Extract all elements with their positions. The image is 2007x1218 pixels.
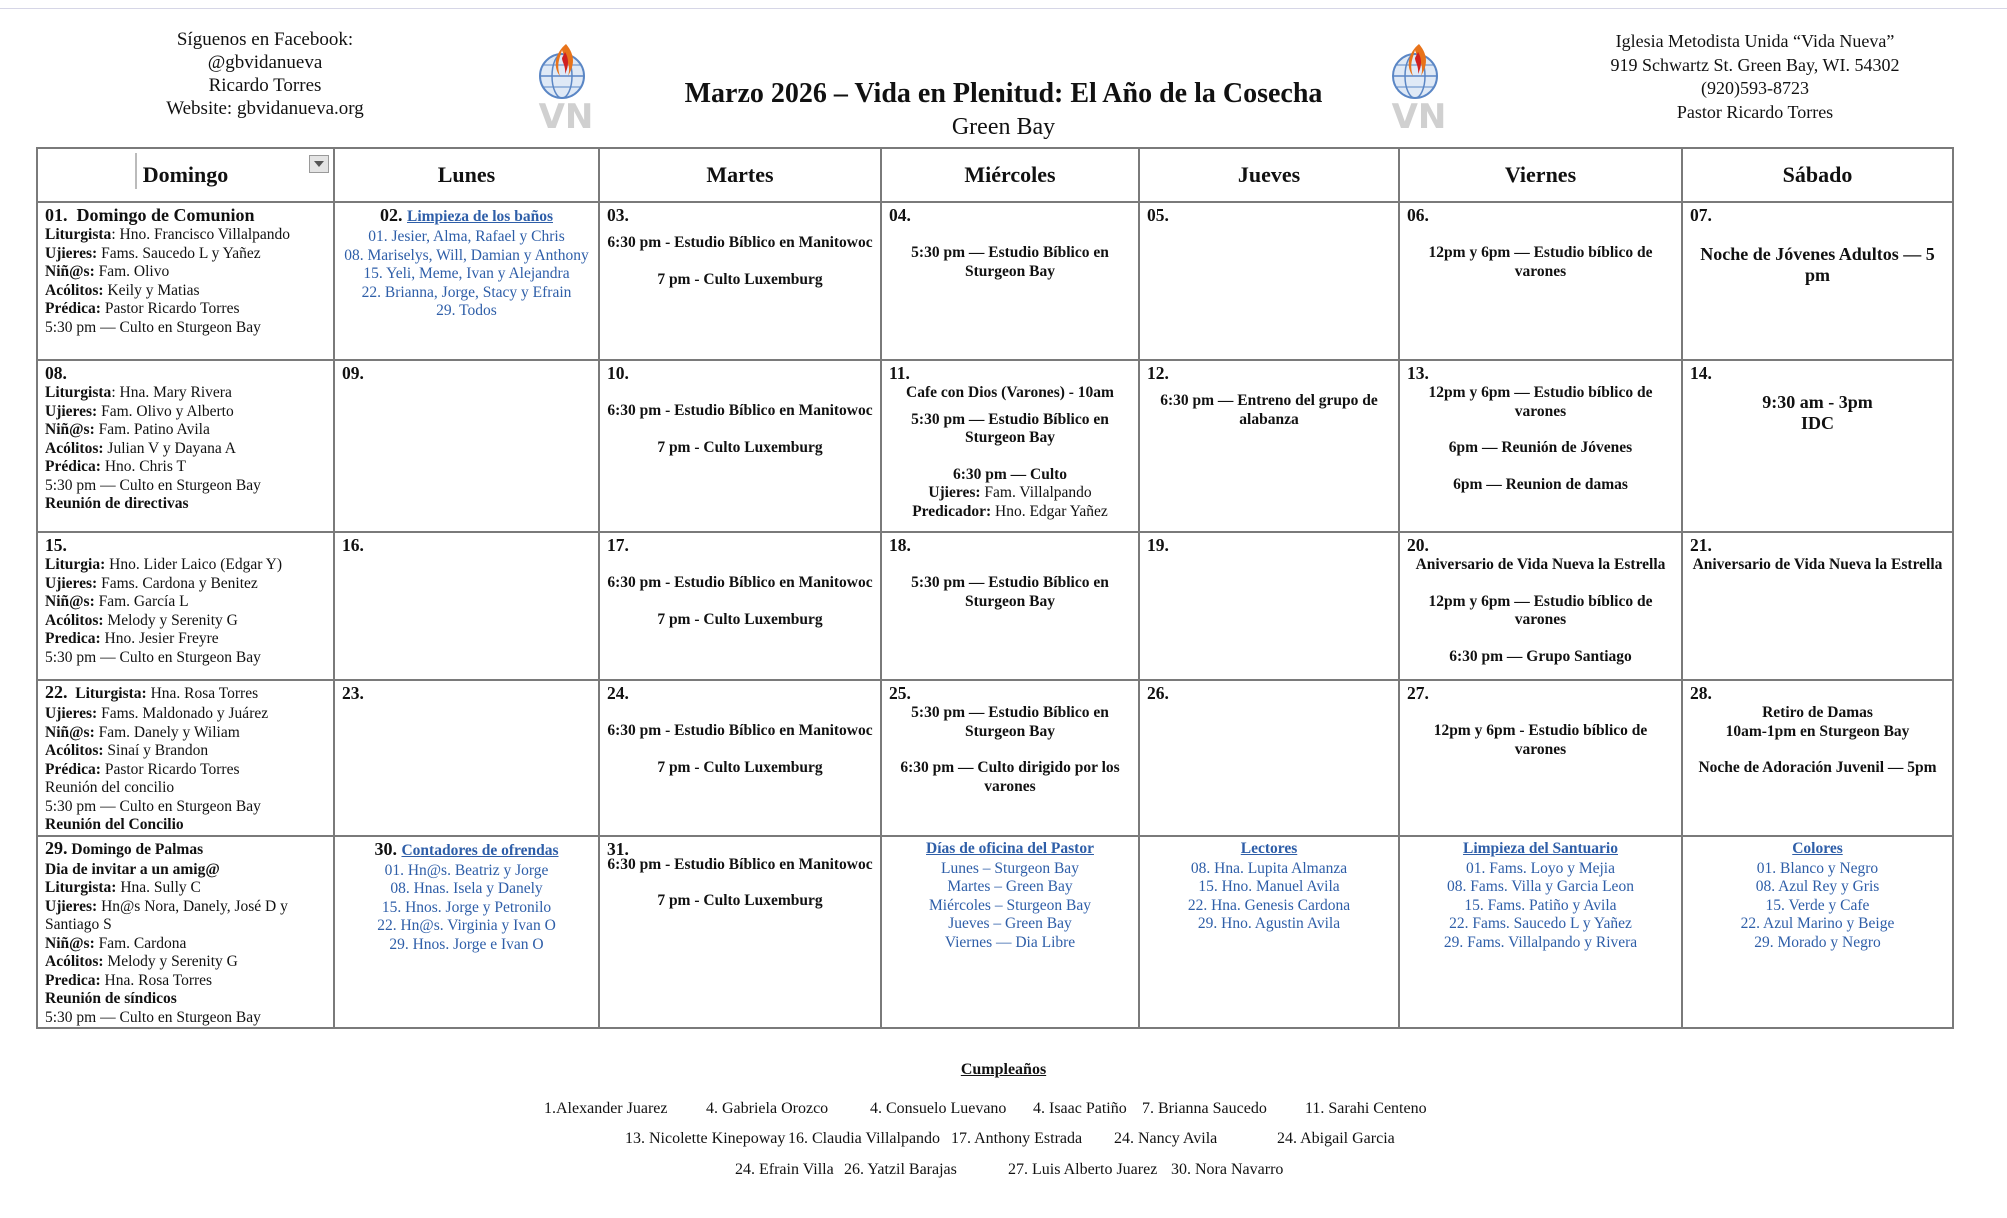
day-number: 16. [342, 535, 364, 555]
colors-cell[interactable] [1682, 836, 1953, 1029]
sanctuary-cleaning-link[interactable]: Limpieza del Santuario [1462, 839, 1618, 857]
event-text: Reunión de directivas [45, 495, 189, 512]
calendar-table [36, 147, 1954, 1029]
liturgist-label: Liturgista [45, 226, 112, 243]
event-text: 5:30 pm — Estudio Bíblico en Sturgeon Bay [911, 410, 1109, 446]
list-item: 08. Fams. Villa y Garcia Leon [1447, 878, 1634, 895]
event-text: 6pm — Reunion de damas [1453, 475, 1628, 493]
day-cell-27[interactable] [1399, 680, 1682, 836]
day-number: 29. [45, 837, 68, 858]
event-text: Cafe con Dios (Varones) - 10am [906, 384, 1114, 401]
acolytes-label: Acólitos: [45, 611, 104, 629]
acolytes-value: Sinaí y Brandon [103, 742, 209, 759]
list-item: 22. Azul Marino y Beige [1740, 915, 1895, 932]
preacher-label: Prédica: [45, 300, 101, 317]
day-cell-19[interactable] [1139, 532, 1399, 680]
day-number: 24. [607, 683, 629, 703]
website-link[interactable]: Website: gbvidanueva.org [166, 98, 364, 119]
event-text: 6:30 pm - Estudio Bíblico en Manitowoc [607, 234, 873, 251]
day-number: 08. [45, 363, 67, 383]
event-text: Retiro de Damas [1762, 704, 1873, 721]
event-text: 7 pm - Culto Luxemburg [657, 892, 823, 909]
day-number: 17. [607, 535, 629, 555]
kids-value: Fam. Cardona [94, 934, 187, 952]
day-number: 15. [45, 535, 67, 555]
kids-label: Niñ@s: [45, 723, 95, 741]
list-item: Jueves – Green Bay [948, 915, 1072, 932]
kids-label: Niñ@s: [45, 593, 95, 610]
sunday-title: Domingo de Comunion [76, 205, 255, 225]
day-number: 05. [1147, 205, 1169, 225]
day-cell-09[interactable] [334, 360, 599, 532]
event-text: Reunión del concilio [45, 779, 175, 796]
event-text: 12pm y 6pm — Estudio bíblico de varones [1428, 244, 1653, 280]
day-cell-17[interactable] [599, 532, 881, 680]
weekday-saturday: Sábado [1682, 148, 1953, 202]
day-number: 27. [1407, 683, 1429, 703]
week-row-3 [37, 532, 1953, 680]
readers-cell[interactable] [1139, 836, 1399, 1029]
day-number: 10. [607, 363, 629, 383]
day-cell-15[interactable] [37, 532, 334, 680]
birthday-entry: 24. Efrain Villa [735, 1161, 834, 1178]
day-cell-16[interactable] [334, 532, 599, 680]
day-cell-04[interactable] [881, 202, 1139, 360]
event-text: 6:30 pm - Estudio Bíblico en Manitowoc [607, 402, 873, 419]
acolytes-value: Melody y Serenity G [103, 953, 238, 970]
preacher-value: Hno. Jesier Freyre [100, 630, 219, 647]
ushers-value: Fams. Saucedo L y Yañez [97, 244, 261, 262]
acolytes-value: Julian V y Dayana A [103, 439, 237, 457]
list-item: Miércoles – Sturgeon Bay [928, 896, 1091, 914]
birthday-entry: 4. Isaac Patiño [1033, 1100, 1127, 1117]
list-item: 15. Verde y Cafe [1765, 896, 1870, 914]
ushers-label: Ujieres: [45, 705, 98, 722]
event-text: 6:30 pm - Estudio Bíblico en Manitowoc [607, 574, 873, 591]
list-item: 01. Jesier, Alma, Rafael y Chris [368, 228, 565, 245]
acolytes-value: Melody y Serenity G [103, 611, 238, 629]
facebook-handle[interactable]: @gbvidanueva [207, 52, 323, 73]
day-cell-21[interactable] [1682, 532, 1953, 680]
event-text: 9:30 am - 3pm [1762, 392, 1873, 412]
day-number: 07. [1690, 205, 1712, 225]
week-row-4 [37, 680, 1953, 836]
day-cell-30[interactable] [334, 836, 599, 1029]
ushers-label: Ujieres: [45, 897, 98, 915]
event-text: 6:30 pm — Culto dirigido por los varones [900, 759, 1120, 795]
list-item: 08. Hna. Lupita Almanza [1190, 859, 1348, 877]
day-cell-10[interactable] [599, 360, 881, 532]
list-item: 08. Azul Rey y Gris [1755, 878, 1880, 895]
header-contact-right [1600, 30, 1910, 124]
event-text: 6:30 pm - Estudio Bíblico en Manitowoc [607, 722, 873, 739]
liturgist-value: : Hna. Mary Rivera [111, 384, 232, 401]
ushers-value: Fam. Villalpando [980, 484, 1092, 501]
pastor-office-days-cell[interactable] [881, 836, 1139, 1029]
contact-name: Ricardo Torres [208, 75, 322, 96]
day-number: 26. [1147, 683, 1169, 703]
day-cell-07[interactable] [1682, 202, 1953, 360]
day-cell-28[interactable] [1682, 680, 1953, 836]
week-row-2 [37, 360, 1953, 532]
birthday-entry: 7. Brianna Saucedo [1142, 1100, 1267, 1117]
day-number: 31. [607, 838, 629, 859]
list-item: 22. Hn@s. Virginia y Ivan O [377, 917, 556, 934]
event-text: 10am-1pm en Sturgeon Bay [1725, 722, 1910, 740]
birthday-entry: 4. Gabriela Orozco [706, 1100, 829, 1117]
event-text: 7 pm - Culto Luxemburg [657, 610, 823, 628]
event-text: 5:30 pm — Estudio Bíblico en Sturgeon Bay [911, 704, 1109, 740]
list-item: Martes – Green Bay [947, 878, 1073, 895]
acolytes-label: Acólitos: [45, 742, 104, 759]
preacher-label: Prédica: [45, 760, 101, 778]
kids-label: Niñ@s: [45, 263, 95, 280]
event-text: 6:30 pm — Culto [952, 465, 1068, 483]
weekday-friday: Viernes [1399, 148, 1682, 202]
event-text: 6pm — Reunión de Jóvenes [1448, 439, 1633, 456]
list-item: 22. Hna. Genesis Cardona [1187, 896, 1351, 914]
logo-letters: VN [538, 97, 594, 132]
event-text: 12pm y 6pm — Estudio bíblico de varones [1428, 384, 1653, 420]
day-number: 14. [1690, 363, 1712, 383]
day-cell-22[interactable] [37, 680, 334, 836]
day-cell-02[interactable] [334, 202, 599, 360]
day-number: 04. [889, 205, 911, 225]
acolytes-value: Keily y Matias [103, 281, 200, 299]
day-number: 11. [889, 363, 910, 383]
kids-value: Fam. Olivo [94, 263, 170, 280]
day-number: 21. [1690, 535, 1712, 555]
church-address: 919 Schwartz St. Green Bay, WI. 54302 [1610, 54, 1900, 75]
event-text: Aniversario de Vida Nueva la Estrella [1692, 556, 1943, 573]
day-cell-03[interactable] [599, 202, 881, 360]
bathroom-cleaning-link[interactable]: Limpieza de los baños [407, 208, 553, 225]
list-item: 29. Hnos. Jorge e Ivan O [389, 935, 544, 953]
day-cell-13[interactable] [1399, 360, 1682, 532]
list-item: 08. Hnas. Isela y Danely [390, 880, 543, 897]
day-cell-29[interactable] [37, 836, 334, 1029]
liturgist-label: Liturgista: [75, 685, 147, 702]
day-number: 02. [380, 205, 403, 225]
day-number: 03. [607, 205, 629, 225]
event-text: 5:30 pm — Culto en Sturgeon Bay [45, 476, 261, 494]
list-item: 22. Brianna, Jorge, Stacy y Efrain [361, 283, 572, 301]
church-pastor: Pastor Ricardo Torres [1676, 101, 1834, 122]
event-text: 6:30 pm — Grupo Santiago [1449, 647, 1632, 665]
event-text: 5:30 pm — Culto en Sturgeon Bay [45, 797, 261, 815]
birthday-entry: 16. Claudia Villalpando [788, 1130, 941, 1147]
liturgist-value: Hno. Lider Laico (Edgar Y) [105, 556, 283, 573]
preacher-label: Predicador: [912, 502, 992, 520]
sanctuary-cleaning-cell[interactable] [1399, 836, 1682, 1029]
day-cell-20[interactable] [1399, 532, 1682, 680]
preacher-value: Pastor Ricardo Torres [100, 760, 240, 778]
list-item: 29. Todos [436, 302, 497, 319]
day-number: 28. [1690, 683, 1712, 703]
day-cell-14[interactable] [1682, 360, 1953, 532]
page-title: Marzo 2026 – Vida en Plenitud: El Año de la Cosecha [684, 78, 1323, 109]
birthday-entry: 1.Alexander Juarez [544, 1100, 668, 1117]
event-text: 5:30 pm — Culto en Sturgeon Bay [45, 1008, 261, 1026]
day-number: 18. [889, 535, 911, 555]
acolytes-label: Acólitos: [45, 439, 104, 457]
list-item: 22. Fams. Saucedo L y Yañez [1449, 915, 1632, 932]
day-number: 20. [1407, 535, 1429, 555]
day-cell-11[interactable] [881, 360, 1139, 532]
day-number: 06. [1407, 205, 1429, 225]
event-text: Aniversario de Vida Nueva la Estrella [1415, 556, 1666, 573]
pastor-office-days-link[interactable]: Días de oficina del Pastor [926, 839, 1094, 857]
list-item: 01. Hn@s. Beatriz y Jorge [384, 861, 549, 879]
header-contact-left [140, 28, 390, 120]
church-phone: (920)593-8723 [1701, 78, 1809, 98]
ushers-value: Hn@s Nora, Danely, José D y Santiago S [45, 897, 288, 933]
event-text: 5:30 pm — Estudio Bíblico en Sturgeon Bay [911, 244, 1109, 280]
list-item: 29. Fams. Villalpando y Rivera [1443, 933, 1638, 951]
event-text: 5:30 pm — Estudio Bíblico en Sturgeon Bay [911, 574, 1109, 610]
dropdown-arrow-icon[interactable] [309, 155, 329, 173]
birthdays-title: Cumpleaños [960, 1061, 1047, 1078]
day-number: 25. [889, 683, 911, 703]
list-item: 29. Hno. Agustin Avila [1197, 915, 1341, 932]
liturgist-label: Liturgista [45, 384, 112, 401]
day-cell-31[interactable] [599, 836, 881, 1029]
column-divider [135, 153, 137, 189]
list-item: 15. Fams. Patiño y Avila [1464, 896, 1617, 914]
birthday-entry: 17. Anthony Estrada [951, 1130, 1083, 1147]
facebook-label: Síguenos en Facebook: [176, 29, 354, 50]
day-cell-08[interactable] [37, 360, 334, 532]
event-text: 5:30 pm — Culto en Sturgeon Bay [45, 318, 261, 336]
list-item: 01. Blanco y Negro [1756, 859, 1879, 877]
logo-letters: VN [1391, 97, 1447, 132]
event-text: 6:30 pm - Estudio Bíblico en Manitowoc [607, 855, 873, 873]
day-number: 01. [45, 205, 68, 225]
birthday-entry: 24. Nancy Avila [1114, 1130, 1218, 1147]
weekday-monday: Lunes [334, 148, 599, 202]
event-text: 12pm y 6pm - Estudio bíblico de varones [1433, 722, 1648, 758]
weekday-tuesday: Martes [599, 148, 881, 202]
day-cell-24[interactable] [599, 680, 881, 836]
ushers-value: Fam. Olivo y Alberto [97, 402, 234, 420]
liturgist-value: Hna. Sully C [116, 879, 201, 896]
birthday-entry: 27. Luis Alberto Juarez [1008, 1161, 1158, 1178]
colors-link[interactable]: Colores [1792, 839, 1843, 857]
day-cell-01[interactable] [37, 202, 334, 360]
ushers-label: Ujieres: [928, 484, 981, 501]
event-text: 7 pm - Culto Luxemburg [657, 438, 823, 456]
birthday-entry: 13. Nicolette Kinepoway [625, 1130, 786, 1147]
day-cell-12[interactable] [1139, 360, 1399, 532]
weekday-sunday[interactable] [37, 148, 334, 202]
kids-label: Niñ@s: [45, 934, 95, 952]
preacher-value: Hno. Chris T [100, 458, 186, 475]
week-row-1 [37, 202, 1953, 360]
top-divider [0, 8, 2007, 9]
preacher-label: Predica: [45, 630, 101, 647]
ushers-value: Fams. Cardona y Benitez [97, 574, 258, 592]
offering-counters-link[interactable]: Contadores de ofrendas [401, 841, 559, 859]
birthday-entry: 30. Nora Navarro [1171, 1161, 1284, 1178]
church-name: Iglesia Metodista Unida “Vida Nueva” [1615, 31, 1895, 51]
day-cell-23[interactable] [334, 680, 599, 836]
birthday-entry: 4. Consuelo Luevano [870, 1100, 1007, 1117]
day-cell-18[interactable] [881, 532, 1139, 680]
day-number: 09. [342, 363, 364, 383]
day-cell-25[interactable] [881, 680, 1139, 836]
list-item: 08. Mariselys, Will, Damian y Anthony [344, 246, 589, 264]
list-item: Lunes – Sturgeon Bay [941, 859, 1079, 877]
weekday-thursday: Jueves [1139, 148, 1399, 202]
ushers-value: Fams. Maldonado y Juárez [97, 705, 269, 722]
day-number: 19. [1147, 535, 1169, 555]
birthday-entry: 24. Abigail Garcia [1277, 1130, 1395, 1147]
preacher-value: Pastor Ricardo Torres [100, 300, 240, 317]
event-text: 6:30 pm — Entreno del grupo de alabanza [1160, 392, 1378, 428]
list-item: Viernes — Dia Libre [944, 933, 1076, 951]
list-item: 01. Fams. Loyo y Mejia [1466, 859, 1615, 877]
event-text: Dia de invitar a un amig@ [45, 860, 220, 878]
event-text: Reunión de síndicos [45, 990, 177, 1007]
day-number: 12. [1147, 363, 1169, 383]
birthday-entry: 26. Yatzil Barajas [844, 1161, 957, 1178]
day-number: 30. [374, 838, 397, 859]
day-number: 22. [45, 682, 68, 702]
ushers-label: Ujieres: [45, 244, 98, 262]
weekday-header-row [37, 148, 1953, 202]
week-row-5 [37, 836, 1953, 1029]
list-item: 15. Hno. Manuel Avila [1198, 878, 1340, 895]
liturgist-value: Hna. Rosa Torres [146, 685, 259, 702]
liturgist-value: : Hno. Francisco Villalpando [111, 226, 291, 243]
preacher-value: Hna. Rosa Torres [100, 971, 213, 989]
event-text: Noche de Adoración Juvenil — 5pm [1698, 759, 1937, 776]
ushers-label: Ujieres: [45, 402, 98, 420]
event-text: 5:30 pm — Culto en Sturgeon Bay [45, 648, 261, 666]
kids-label: Niñ@s: [45, 421, 95, 438]
sunday-title: Domingo de Palmas [71, 840, 204, 858]
kids-value: Fam. Danely y Wiliam [94, 723, 240, 741]
readers-link[interactable]: Lectores [1240, 839, 1298, 857]
event-text: Reunión del Concilio [45, 816, 184, 833]
day-number: 23. [342, 683, 364, 703]
event-text: 7 pm - Culto Luxemburg [657, 758, 823, 776]
day-number: 13. [1407, 363, 1429, 383]
day-cell-26[interactable] [1139, 680, 1399, 836]
acolytes-label: Acólitos: [45, 281, 104, 299]
event-text: Noche de Jóvenes Adultos — 5 pm [1700, 244, 1935, 285]
weekday-wednesday: Miércoles [881, 148, 1139, 202]
list-item: 15. Yeli, Meme, Ivan y Alejandra [363, 265, 570, 282]
list-item: 29. Morado y Negro [1754, 933, 1881, 951]
day-cell-05[interactable] [1139, 202, 1399, 360]
birthday-entry: 11. Sarahi Centeno [1305, 1100, 1427, 1117]
kids-value: Fam. Patino Avila [94, 421, 210, 438]
liturgist-label: Liturgia: [45, 556, 106, 573]
list-item: 15. Hnos. Jorge y Petronilo [381, 898, 552, 916]
event-text: IDC [1800, 413, 1834, 433]
preacher-label: Predica: [45, 971, 101, 989]
liturgist-label: Liturgista: [45, 879, 117, 896]
kids-value: Fam. García L [94, 593, 189, 610]
page-subtitle: Green Bay [951, 114, 1056, 140]
preacher-value: Hno. Edgar Yañez [991, 502, 1108, 520]
acolytes-label: Acólitos: [45, 953, 104, 970]
day-cell-06[interactable] [1399, 202, 1682, 360]
ushers-label: Ujieres: [45, 574, 98, 592]
event-text: 7 pm - Culto Luxemburg [657, 270, 823, 288]
weekday-label: Domingo [142, 162, 229, 187]
event-text: 12pm y 6pm — Estudio bíblico de varones [1428, 592, 1653, 628]
preacher-label: Prédica: [45, 458, 101, 475]
